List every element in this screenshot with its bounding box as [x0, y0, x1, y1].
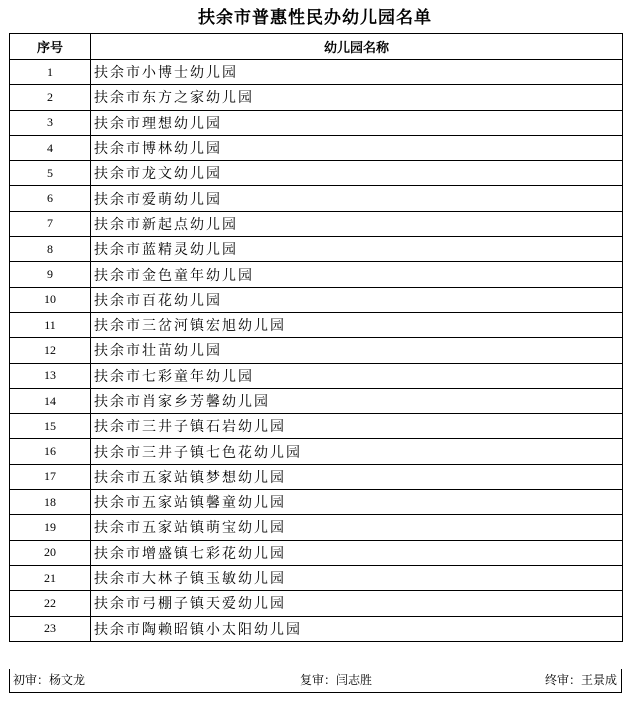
table-row — [10, 110, 623, 135]
row-number: 4 — [10, 135, 91, 160]
kindergarten-name: 扶余市百花幼儿园 — [91, 287, 623, 312]
kindergarten-name: 扶余市五家站镇馨童幼儿园 — [91, 490, 623, 515]
row-number: 9 — [10, 262, 91, 287]
table-row — [10, 464, 623, 489]
table-row — [10, 85, 623, 110]
table-row — [10, 287, 623, 312]
table-row — [10, 515, 623, 540]
row-number: 15 — [10, 414, 91, 439]
row-number: 19 — [10, 515, 91, 540]
table-row — [10, 363, 623, 388]
first-review-signature: 初审：杨文龙 — [13, 673, 86, 687]
kindergarten-name: 扶余市大林子镇玉敏幼儿园 — [91, 565, 623, 590]
row-number: 12 — [10, 338, 91, 363]
table-row — [10, 540, 623, 565]
table-row — [10, 262, 623, 287]
kindergarten-name: 扶余市龙文幼儿园 — [91, 161, 623, 186]
table-row — [10, 312, 623, 337]
table-row — [10, 616, 623, 641]
document-title: 扶余市普惠性民办幼儿园名单 — [198, 8, 432, 28]
kindergarten-name: 扶余市增盛镇七彩花幼儿园 — [91, 540, 623, 565]
row-number: 3 — [10, 110, 91, 135]
kindergarten-name: 扶余市三井子镇石岩幼儿园 — [91, 414, 623, 439]
table-row — [10, 237, 623, 262]
table-row — [10, 565, 623, 590]
row-number: 1 — [10, 60, 91, 85]
row-number: 23 — [10, 616, 91, 641]
table-row — [10, 161, 623, 186]
row-number: 2 — [10, 85, 91, 110]
table-header-row — [10, 34, 623, 60]
row-number: 8 — [10, 237, 91, 262]
kindergarten-name: 扶余市三岔河镇宏旭幼儿园 — [91, 312, 623, 337]
table-row — [10, 60, 623, 85]
row-number: 18 — [10, 490, 91, 515]
kindergarten-name: 扶余市弓棚子镇天爱幼儿园 — [91, 591, 623, 616]
column-header-name: 幼儿园名称 — [91, 34, 623, 60]
kindergarten-name: 扶余市爱萌幼儿园 — [91, 186, 623, 211]
kindergarten-name: 扶余市理想幼儿园 — [91, 110, 623, 135]
column-header-no: 序号 — [10, 34, 91, 60]
table-row — [10, 439, 623, 464]
final-review-signature: 终审：王景成 — [544, 673, 617, 687]
review-footer — [9, 669, 622, 693]
kindergarten-name: 扶余市金色童年幼儿园 — [91, 262, 623, 287]
row-number: 10 — [10, 287, 91, 312]
row-number: 14 — [10, 388, 91, 413]
table-row — [10, 388, 623, 413]
kindergarten-table — [9, 33, 623, 642]
table-row — [10, 211, 623, 236]
table-body — [10, 60, 623, 642]
second-review-signature: 复审：闫志胜 — [300, 673, 373, 687]
row-number: 16 — [10, 439, 91, 464]
kindergarten-name: 扶余市肖家乡芳馨幼儿园 — [91, 388, 623, 413]
kindergarten-name: 扶余市七彩童年幼儿园 — [91, 363, 623, 388]
row-number: 6 — [10, 186, 91, 211]
row-number: 17 — [10, 464, 91, 489]
table-row — [10, 186, 623, 211]
kindergarten-name: 扶余市壮苗幼儿园 — [91, 338, 623, 363]
row-number: 11 — [10, 312, 91, 337]
kindergarten-name: 扶余市东方之家幼儿园 — [91, 85, 623, 110]
kindergarten-name: 扶余市三井子镇七色花幼儿园 — [91, 439, 623, 464]
kindergarten-name: 扶余市蓝精灵幼儿园 — [91, 237, 623, 262]
kindergarten-name: 扶余市新起点幼儿园 — [91, 211, 623, 236]
row-number: 21 — [10, 565, 91, 590]
row-number: 20 — [10, 540, 91, 565]
kindergarten-name: 扶余市五家站镇梦想幼儿园 — [91, 464, 623, 489]
row-number: 7 — [10, 211, 91, 236]
table-row — [10, 591, 623, 616]
kindergarten-name: 扶余市陶赖昭镇小太阳幼儿园 — [91, 616, 623, 641]
table-row — [10, 338, 623, 363]
row-number: 5 — [10, 161, 91, 186]
kindergarten-name: 扶余市小博士幼儿园 — [91, 60, 623, 85]
table-row — [10, 490, 623, 515]
table-row — [10, 414, 623, 439]
row-number: 22 — [10, 591, 91, 616]
kindergarten-name: 扶余市五家站镇萌宝幼儿园 — [91, 515, 623, 540]
row-number: 13 — [10, 363, 91, 388]
kindergarten-name: 扶余市博林幼儿园 — [91, 135, 623, 160]
table-row — [10, 135, 623, 160]
